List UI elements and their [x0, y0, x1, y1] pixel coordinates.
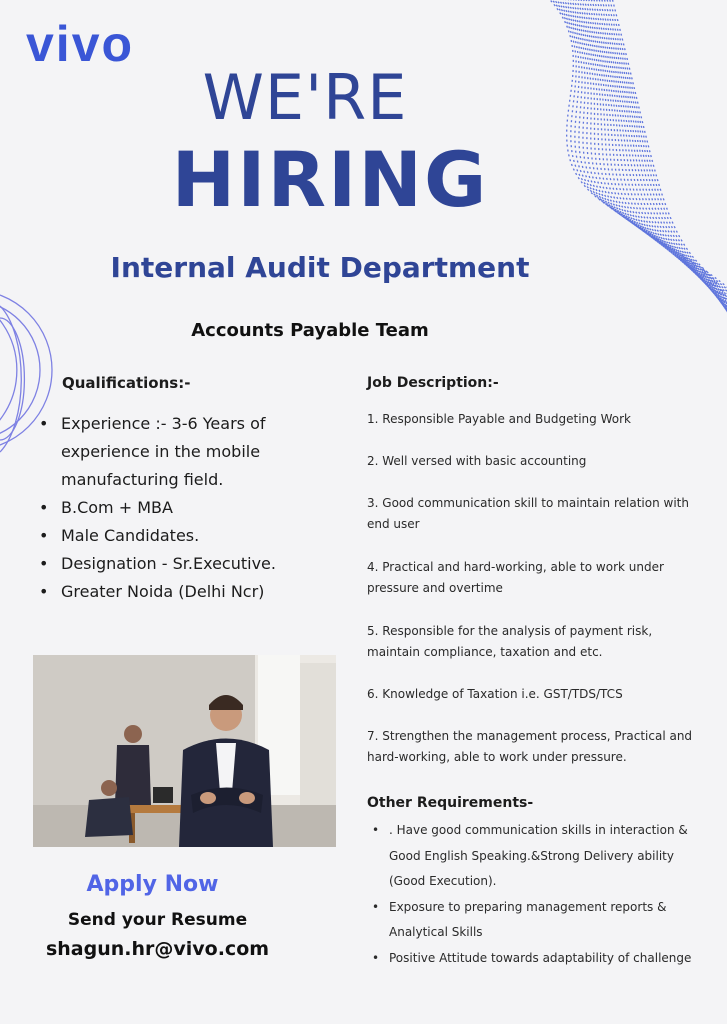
- team-subtitle: Accounts Payable Team: [191, 320, 429, 341]
- other-requirement-item: • . Have good communication skills in interaction & Good English Speaking.&Strong Delivery ability (Good Execution).: [372, 818, 710, 895]
- qualification-item: • Male Candidates.: [38, 522, 323, 550]
- headline-were: WE'RE: [202, 61, 408, 134]
- job-description-heading: Job Description:-: [367, 375, 499, 391]
- photo-illustration: [33, 655, 336, 847]
- job-description-item: 5. Responsible for the analysis of payment risk, maintain compliance, taxation and etc.: [367, 624, 653, 659]
- other-requirements-heading: Other Requirements-: [367, 795, 534, 811]
- other-requirements-list: [372, 818, 710, 971]
- qualification-item: • Greater Noida (Delhi Ncr): [38, 578, 323, 606]
- job-description-item: 3. Good communication skill to maintain relation with end user: [367, 496, 689, 531]
- send-resume-text: Send your Resume: [67, 910, 248, 930]
- qualification-item: • Experience :- 3-6 Years of experience in the mobile manufacturing field.: [38, 410, 323, 494]
- headline-hiring: HIRING: [171, 135, 489, 224]
- department-title: Internal Audit Department: [110, 251, 530, 284]
- qualifications-list: [38, 410, 323, 606]
- job-description-item: 7. Strengthen the management process, Practical and hard-working, able to work under pressure.: [367, 729, 693, 764]
- job-description-item: 1. Responsible Payable and Budgeting Work: [367, 412, 631, 426]
- apply-now-heading: Apply Now: [86, 872, 219, 897]
- other-requirement-item: • Exposure to preparing management reports & Analytical Skills: [372, 895, 710, 946]
- job-description-item: 2. Well versed with basic accounting: [367, 454, 587, 468]
- job-description-item: 6. Knowledge of Taxation i.e. GST/TDS/TCS: [367, 687, 623, 701]
- other-requirement-item: • Positive Attitude towards adaptability of challenge: [372, 946, 710, 972]
- qualifications-heading: Qualifications:-: [62, 374, 191, 392]
- qualification-item: • Designation - Sr.Executive.: [38, 550, 323, 578]
- vivo-logo: vivo: [26, 16, 135, 72]
- office-team-photo: [33, 655, 336, 847]
- qualification-item: • B.Com + MBA: [38, 494, 323, 522]
- job-description-item: 4. Practical and hard-working, able to work under pressure and overtime: [367, 560, 664, 595]
- contact-email[interactable]: shagun.hr@vivo.com: [45, 938, 270, 960]
